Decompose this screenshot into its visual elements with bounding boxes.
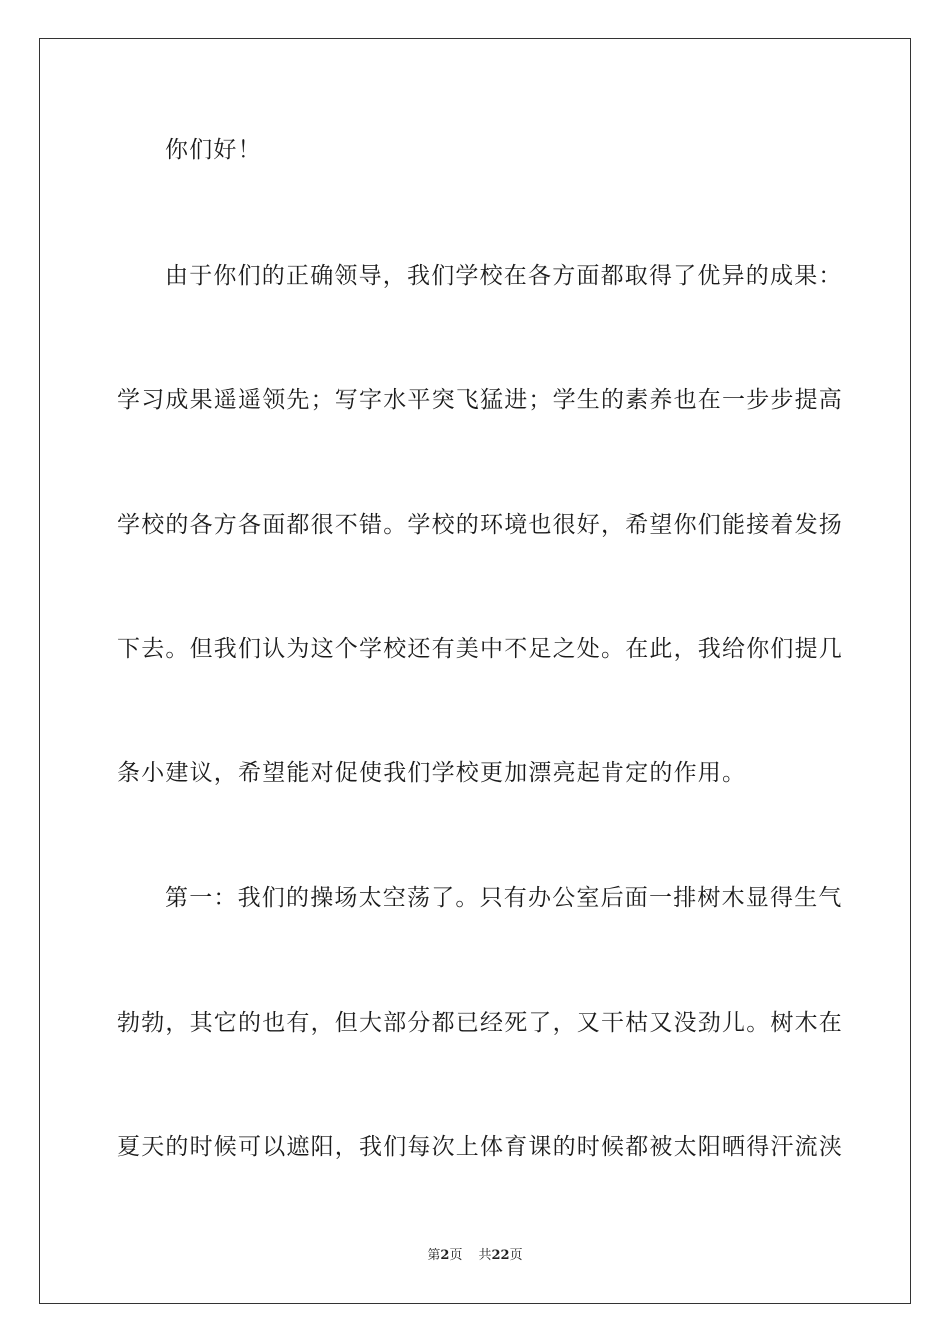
text-line-greeting: 你们好！ <box>165 137 262 163</box>
text-line-6: 第一：我们的操场太空荡了。只有办公室后面一排树木显得生气 <box>165 885 843 911</box>
total-pages: 22 <box>491 1248 510 1263</box>
page-prefix: 第 <box>427 1248 441 1263</box>
total-suffix: 页 <box>509 1248 523 1263</box>
text-line-7: 勃勃，其它的也有，但大部分都已经死了，又干枯又没劲儿。树木在 <box>117 1010 843 1036</box>
text-line-4: 下去。但我们认为这个学校还有美中不足之处。在此，我给你们提几 <box>117 636 843 662</box>
text-line-8: 夏天的时候可以遮阳，我们每次上体育课的时候都被太阳晒得汗流浃 <box>117 1134 843 1160</box>
text-line-2: 学习成果遥遥领先；写字水平突飞猛进；学生的素养也在一步步提高 <box>117 387 843 413</box>
text-line-5: 条小建议，希望能对促使我们学校更加漂亮起肯定的作用。 <box>117 760 747 786</box>
text-line-1: 由于你们的正确领导，我们学校在各方面都取得了优异的成果： <box>165 263 843 289</box>
page-border <box>39 38 911 1304</box>
page-number: 2 <box>440 1248 450 1263</box>
text-line-3: 学校的各方各面都很不错。学校的环境也很好，希望你们能接着发扬 <box>117 512 843 538</box>
page-footer <box>0 1247 950 1265</box>
page-suffix: 页 <box>449 1248 463 1263</box>
total-prefix: 共 <box>478 1248 492 1263</box>
